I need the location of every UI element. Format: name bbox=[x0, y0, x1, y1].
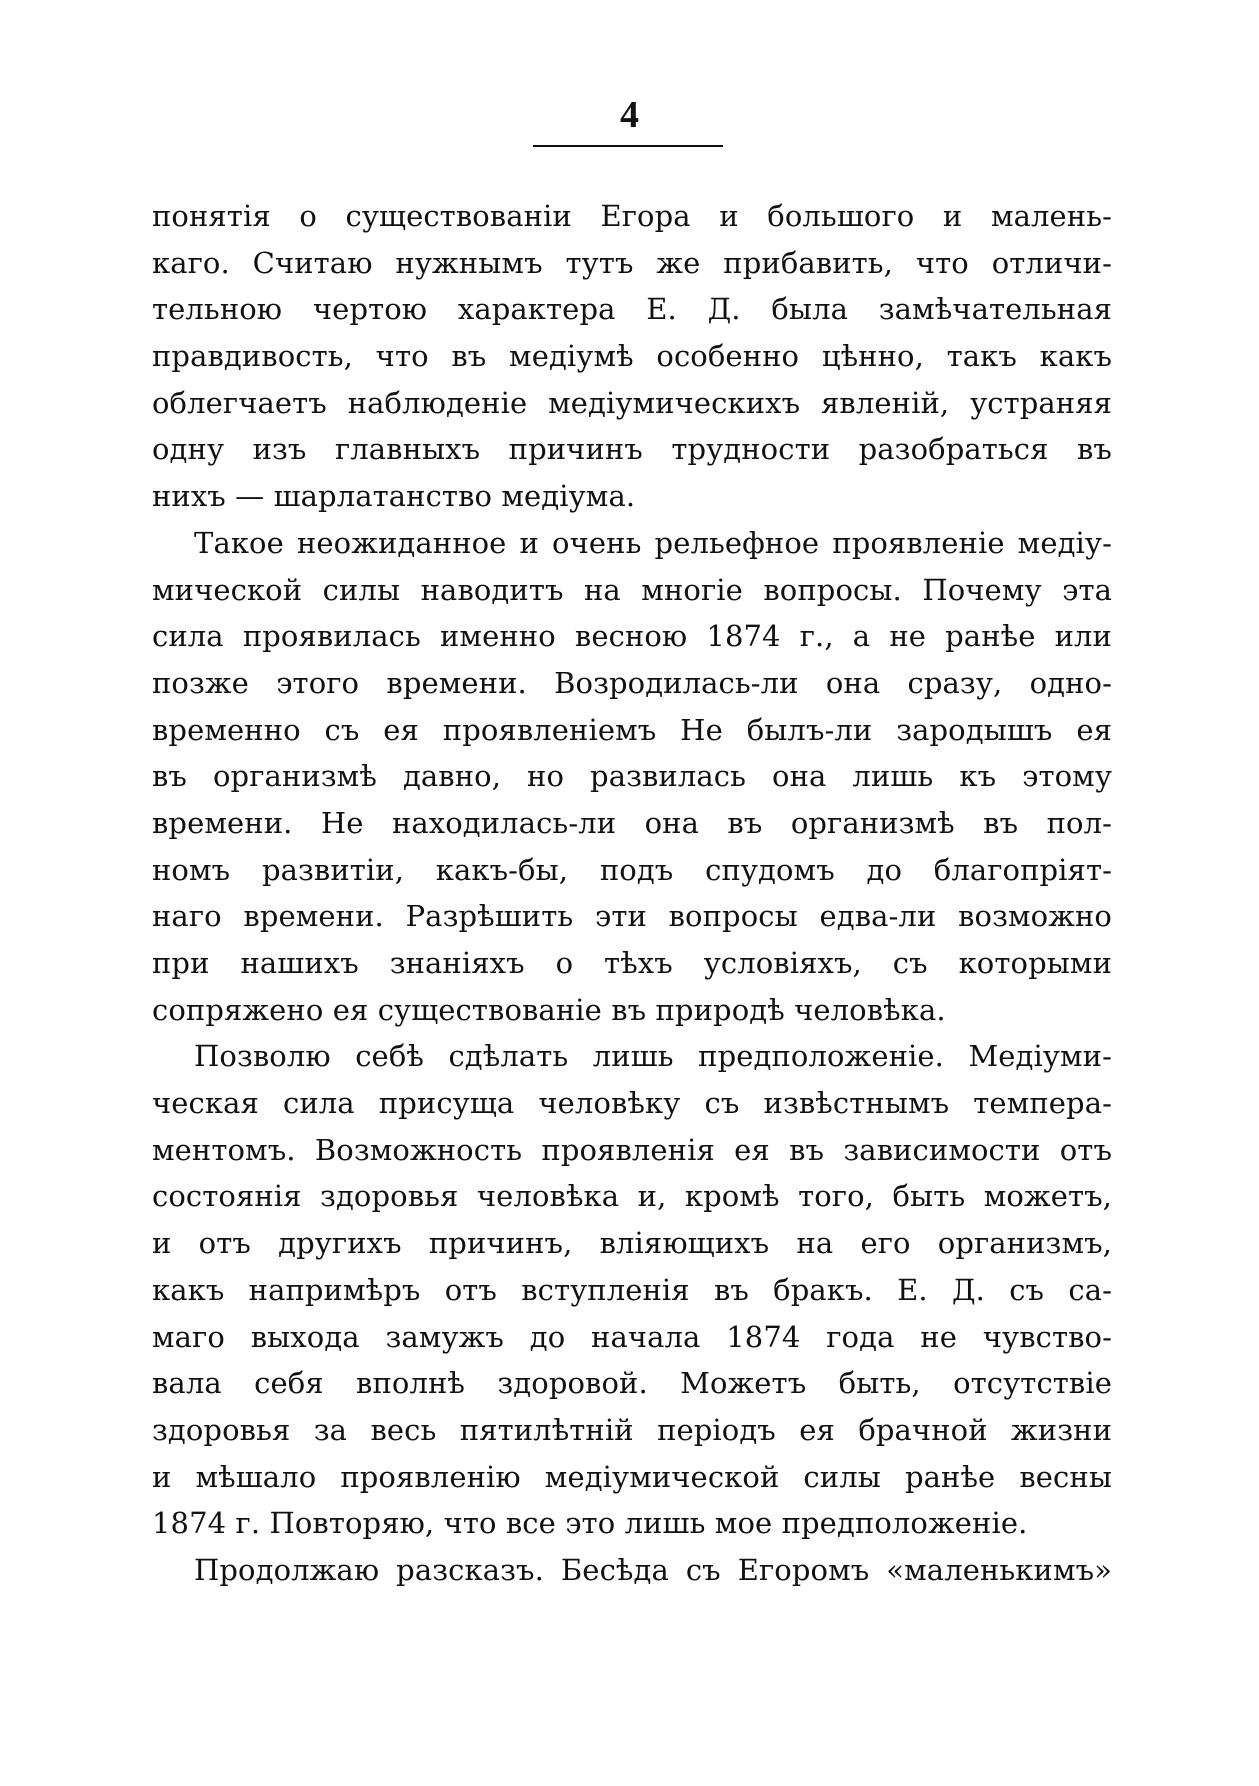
paragraph bbox=[152, 1547, 1112, 1594]
text-line: понятія о существованіи Егора и большого и малень- bbox=[152, 199, 1112, 233]
text-line: Такое неожиданное и очень рельефное проявленіе медіу- bbox=[194, 525, 1112, 560]
text-line: Позволю себѣ сдѣлать лишь предположеніе. Медіуми- bbox=[194, 1039, 1112, 1074]
text-line: наго времени. Разрѣшить эти вопросы едва-ли возможно bbox=[152, 899, 1112, 934]
paragraph bbox=[152, 520, 1112, 1034]
text-line: состоянія здоровья человѣка и, кромѣ того, быть можетъ, bbox=[152, 1179, 1112, 1214]
text-line: маго выхода замужъ до начала 1874 года не чувство- bbox=[152, 1319, 1112, 1354]
text-line: мической силы наводитъ на многіе вопросы. Почему эта bbox=[152, 572, 1112, 607]
text-line: сила проявилась именно весною 1874 г., а не ранѣе или bbox=[152, 619, 1112, 654]
text-line: Продолжаю разсказъ. Бесѣда съ Егоромъ «маленькимъ» bbox=[194, 1552, 1112, 1587]
text-line: и мѣшало проявленію медіумической силы ранѣе весны bbox=[152, 1459, 1112, 1494]
text-line: въ организмѣ давно, но развилась она лишь къ этому bbox=[152, 759, 1112, 794]
text-line: временно съ ея проявленіемъ Не былъ-ли зародышъ ея bbox=[152, 712, 1112, 747]
text-line: сопряжено ея существованіе въ природѣ человѣка. bbox=[152, 992, 946, 1027]
text-line: 1874 г. Повторяю, что все это лишь мое предположеніе. bbox=[152, 1506, 1028, 1541]
text-line: нихъ — шарлатанство медіума. bbox=[152, 479, 636, 514]
text-line: номъ развитіи, какъ-бы, подъ спудомъ до благопріят- bbox=[152, 852, 1112, 887]
text-line: вала себя вполнѣ здоровой. Можетъ быть, отсутствіе bbox=[152, 1366, 1112, 1401]
text-line: каго. Считаю нужнымъ тутъ же прибавить, что отличи- bbox=[152, 245, 1112, 280]
text-line: одну изъ главныхъ причинъ трудности разобраться въ bbox=[152, 432, 1112, 467]
body-text bbox=[152, 193, 1112, 1594]
text-line: тельною чертою характера Е. Д. была замѣчательная bbox=[152, 292, 1112, 327]
text-line: здоровья за весь пятилѣтній періодъ ея брачной жизни bbox=[152, 1412, 1112, 1447]
text-line: ческая сила присуща человѣку съ извѣстнымъ темпера- bbox=[152, 1086, 1112, 1121]
paragraph bbox=[152, 1033, 1112, 1547]
header-rule bbox=[533, 145, 723, 147]
text-line: позже этого времени. Возродилась-ли она сразу, одно- bbox=[152, 665, 1112, 700]
paragraph bbox=[152, 193, 1112, 520]
text-line: ментомъ. Возможность проявленія ея въ зависимости отъ bbox=[152, 1132, 1112, 1167]
page-number: 4 bbox=[620, 94, 639, 136]
text-line: облегчаетъ наблюденіе медіумическихъ явленій, устраняя bbox=[152, 385, 1112, 420]
text-line: при нашихъ знаніяхъ о тѣхъ условіяхъ, съ которыми bbox=[152, 946, 1112, 980]
text-line: и отъ другихъ причинъ, вліяющихъ на его организмъ, bbox=[152, 1226, 1112, 1261]
text-line: какъ напримѣръ отъ вступленія въ бракъ. Е. Д. съ са- bbox=[152, 1272, 1112, 1307]
text-line: правдивость, что въ медіумѣ особенно цѣнно, такъ какъ bbox=[152, 339, 1112, 374]
text-line: времени. Не находилась-ли она въ организмѣ въ пол- bbox=[152, 805, 1112, 840]
